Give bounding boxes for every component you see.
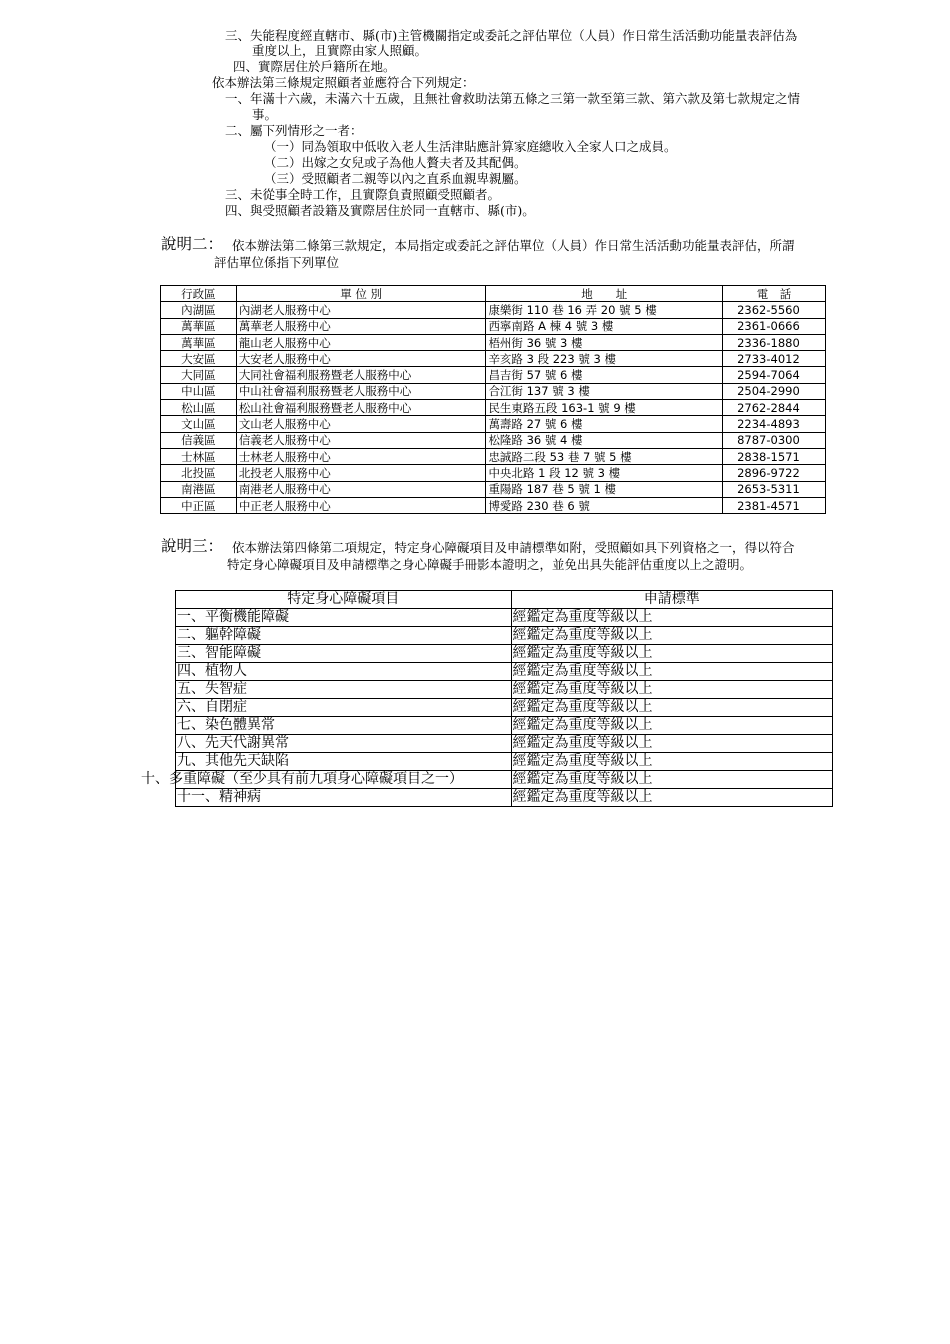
address-cell: 松隆路 36 號 4 樓 — [486, 432, 723, 448]
table-row — [176, 717, 833, 735]
text-line: 三、失能程度經直轄市、縣(市)主管機關指定或委託之評估單位（人員）作日常生活活動功能量表評估為 — [225, 28, 798, 43]
table-row — [161, 302, 826, 318]
table-row — [176, 735, 833, 753]
address-cell: 萬壽路 27 號 6 樓 — [486, 416, 723, 432]
district-cell: 北投區 — [161, 465, 237, 481]
text-line: 四、與受照顧者設籍及實際居住於同一直轄市、縣(市)。 — [225, 203, 535, 218]
unit-cell: 中山社會福利服務暨老人服務中心 — [236, 383, 486, 399]
phone-cell: 2762-2844 — [723, 400, 826, 416]
table-row — [176, 663, 833, 681]
table-row — [161, 448, 826, 464]
table-row — [161, 465, 826, 481]
column-header: 電 話 — [723, 286, 826, 302]
address-cell: 西寧南路 A 棟 4 號 3 樓 — [486, 318, 723, 334]
address-cell: 民生東路五段 163-1 號 9 樓 — [486, 400, 723, 416]
unit-cell: 士林老人服務中心 — [236, 448, 486, 464]
address-cell: 重陽路 187 巷 5 號 1 樓 — [486, 481, 723, 497]
criteria-cell: 經鑑定為重度等級以上 — [511, 753, 833, 771]
table-row — [161, 351, 826, 367]
address-cell: 中央北路 1 段 12 號 3 樓 — [486, 465, 723, 481]
phone-cell: 2336-1880 — [723, 334, 826, 350]
table-row — [161, 416, 826, 432]
table-row — [161, 400, 826, 416]
item-cell: 二、軀幹障礙 — [176, 627, 512, 645]
unit-cell: 松山社會福利服務暨老人服務中心 — [236, 400, 486, 416]
text-line: （三）受照顧者二親等以內之直系血親卑親屬。 — [264, 171, 527, 186]
criteria-cell: 經鑑定為重度等級以上 — [511, 789, 833, 807]
address-cell: 忠誠路二段 53 巷 7 號 5 樓 — [486, 448, 723, 464]
unit-cell: 北投老人服務中心 — [236, 465, 486, 481]
address-cell: 康樂街 110 巷 16 弄 20 號 5 樓 — [486, 302, 723, 318]
unit-cell: 南港老人服務中心 — [236, 481, 486, 497]
item-cell: 五、失智症 — [176, 681, 512, 699]
criteria-cell: 經鑑定為重度等級以上 — [511, 771, 833, 789]
text-line: 重度以上，且實際由家人照顧。 — [252, 43, 428, 58]
text-line: （二）出嫁之女兒或子為他人贅夫者及其配偶。 — [264, 155, 527, 170]
unit-cell: 大安老人服務中心 — [236, 351, 486, 367]
table-row — [161, 481, 826, 497]
district-cell: 大安區 — [161, 351, 237, 367]
table-row — [176, 681, 833, 699]
item-cell: 一、平衡機能障礙 — [176, 609, 512, 627]
item-cell: 十一、精神病 — [176, 789, 512, 807]
district-cell: 南港區 — [161, 481, 237, 497]
table-row — [161, 432, 826, 448]
criteria-cell: 經鑑定為重度等級以上 — [511, 735, 833, 753]
district-cell: 萬華區 — [161, 318, 237, 334]
table-row — [176, 699, 833, 717]
text-line: 一、年滿十六歲，未滿六十五歲，且無社會救助法第五條之三第一款至第三款、第六款及第七款規定之情 — [225, 91, 801, 106]
district-cell: 信義區 — [161, 432, 237, 448]
item-cell: 九、其他先天缺陷 — [176, 753, 512, 771]
criteria-cell: 經鑑定為重度等級以上 — [511, 645, 833, 663]
column-header: 特定身心障礙項目 — [176, 591, 512, 609]
item-cell: 六、自閉症 — [176, 699, 512, 717]
address-cell: 梧州街 36 號 3 樓 — [486, 334, 723, 350]
table-row — [161, 318, 826, 334]
district-cell: 文山區 — [161, 416, 237, 432]
item-cell: 四、植物人 — [176, 663, 512, 681]
table-row — [176, 789, 833, 807]
note2-line2: 評估單位係指下列單位 — [214, 255, 340, 270]
disability-criteria-table — [141, 590, 833, 807]
address-cell: 昌吉街 57 號 6 樓 — [486, 367, 723, 383]
column-header: 申請標準 — [511, 591, 833, 609]
table-row — [176, 627, 833, 645]
district-cell: 中山區 — [161, 383, 237, 399]
criteria-cell: 經鑑定為重度等級以上 — [511, 681, 833, 699]
note2-line1: 依本辦法第二條第三款規定，本局指定或委託之評估單位（人員）作日常生活活動功能量表評估，所謂 — [232, 238, 795, 253]
table-header-row — [161, 286, 826, 302]
unit-cell: 信義老人服務中心 — [236, 432, 486, 448]
item-cell: 八、先天代謝異常 — [176, 735, 512, 753]
unit-cell: 中正老人服務中心 — [236, 497, 486, 513]
table-row — [161, 334, 826, 350]
criteria-cell: 經鑑定為重度等級以上 — [511, 699, 833, 717]
table-row — [161, 383, 826, 399]
criteria-cell: 經鑑定為重度等級以上 — [511, 627, 833, 645]
district-cell: 內湖區 — [161, 302, 237, 318]
note3-line1: 依本辦法第四條第二項規定，特定身心障礙項目及申請標準如附，受照顧如具下列資格之一，得以符合 — [232, 540, 795, 555]
table-row — [176, 753, 833, 771]
phone-cell: 2896-9722 — [723, 465, 826, 481]
phone-cell: 2653-5311 — [723, 481, 826, 497]
table-row — [176, 609, 833, 627]
column-header: 地 址 — [486, 286, 723, 302]
column-header: 行政區 — [161, 286, 237, 302]
assessment-units-table — [160, 285, 826, 514]
district-cell: 松山區 — [161, 400, 237, 416]
phone-cell: 2504-2990 — [723, 383, 826, 399]
table-row — [161, 497, 826, 513]
district-cell: 中正區 — [161, 497, 237, 513]
note3-line2: 特定身心障礙項目及申請標準之身心障礙手冊影本證明之，並免出具失能評估重度以上之證明。 — [227, 557, 753, 572]
column-header: 單 位 別 — [236, 286, 486, 302]
address-cell: 合江街 137 號 3 樓 — [486, 383, 723, 399]
text-line: 四、實際居住於戶籍所在地。 — [233, 59, 396, 74]
unit-cell: 內湖老人服務中心 — [236, 302, 486, 318]
item-cell: 十、多重障礙（至少具有前九項身心障礙項目之一） — [176, 771, 512, 789]
note2-label: 說明二： — [161, 235, 224, 253]
district-cell: 萬華區 — [161, 334, 237, 350]
table-row — [176, 645, 833, 663]
phone-cell: 2381-4571 — [723, 497, 826, 513]
phone-cell: 2362-5560 — [723, 302, 826, 318]
table-header-row — [176, 591, 833, 609]
phone-cell: 2594-7064 — [723, 367, 826, 383]
phone-cell: 2838-1571 — [723, 448, 826, 464]
item-cell: 三、智能障礙 — [176, 645, 512, 663]
item-cell: 七、染色體異常 — [176, 717, 512, 735]
district-cell: 士林區 — [161, 448, 237, 464]
text-line: （一）同為領取中低收入老人生活津貼應計算家庭總收入全家人口之成員。 — [264, 139, 677, 154]
address-cell: 博愛路 230 巷 6 號 — [486, 497, 723, 513]
table-row — [176, 771, 833, 789]
table-row — [161, 367, 826, 383]
unit-cell: 文山老人服務中心 — [236, 416, 486, 432]
phone-cell: 2234-4893 — [723, 416, 826, 432]
unit-cell: 龍山老人服務中心 — [236, 334, 486, 350]
text-line: 依本辦法第三條規定照顧者並應符合下列規定： — [212, 75, 475, 90]
text-line: 事。 — [252, 107, 278, 122]
text-line: 二、屬下列情形之一者： — [225, 123, 363, 138]
phone-cell: 2361-0666 — [723, 318, 826, 334]
note3-label: 說明三： — [161, 537, 224, 555]
text-line: 三、未從事全時工作，且實際負責照顧受照顧者。 — [225, 187, 501, 202]
district-cell: 大同區 — [161, 367, 237, 383]
criteria-cell: 經鑑定為重度等級以上 — [511, 663, 833, 681]
criteria-cell: 經鑑定為重度等級以上 — [511, 609, 833, 627]
criteria-cell: 經鑑定為重度等級以上 — [511, 717, 833, 735]
unit-cell: 大同社會福利服務暨老人服務中心 — [236, 367, 486, 383]
phone-cell: 2733-4012 — [723, 351, 826, 367]
phone-cell: 8787-0300 — [723, 432, 826, 448]
unit-cell: 萬華老人服務中心 — [236, 318, 486, 334]
address-cell: 辛亥路 3 段 223 號 3 樓 — [486, 351, 723, 367]
